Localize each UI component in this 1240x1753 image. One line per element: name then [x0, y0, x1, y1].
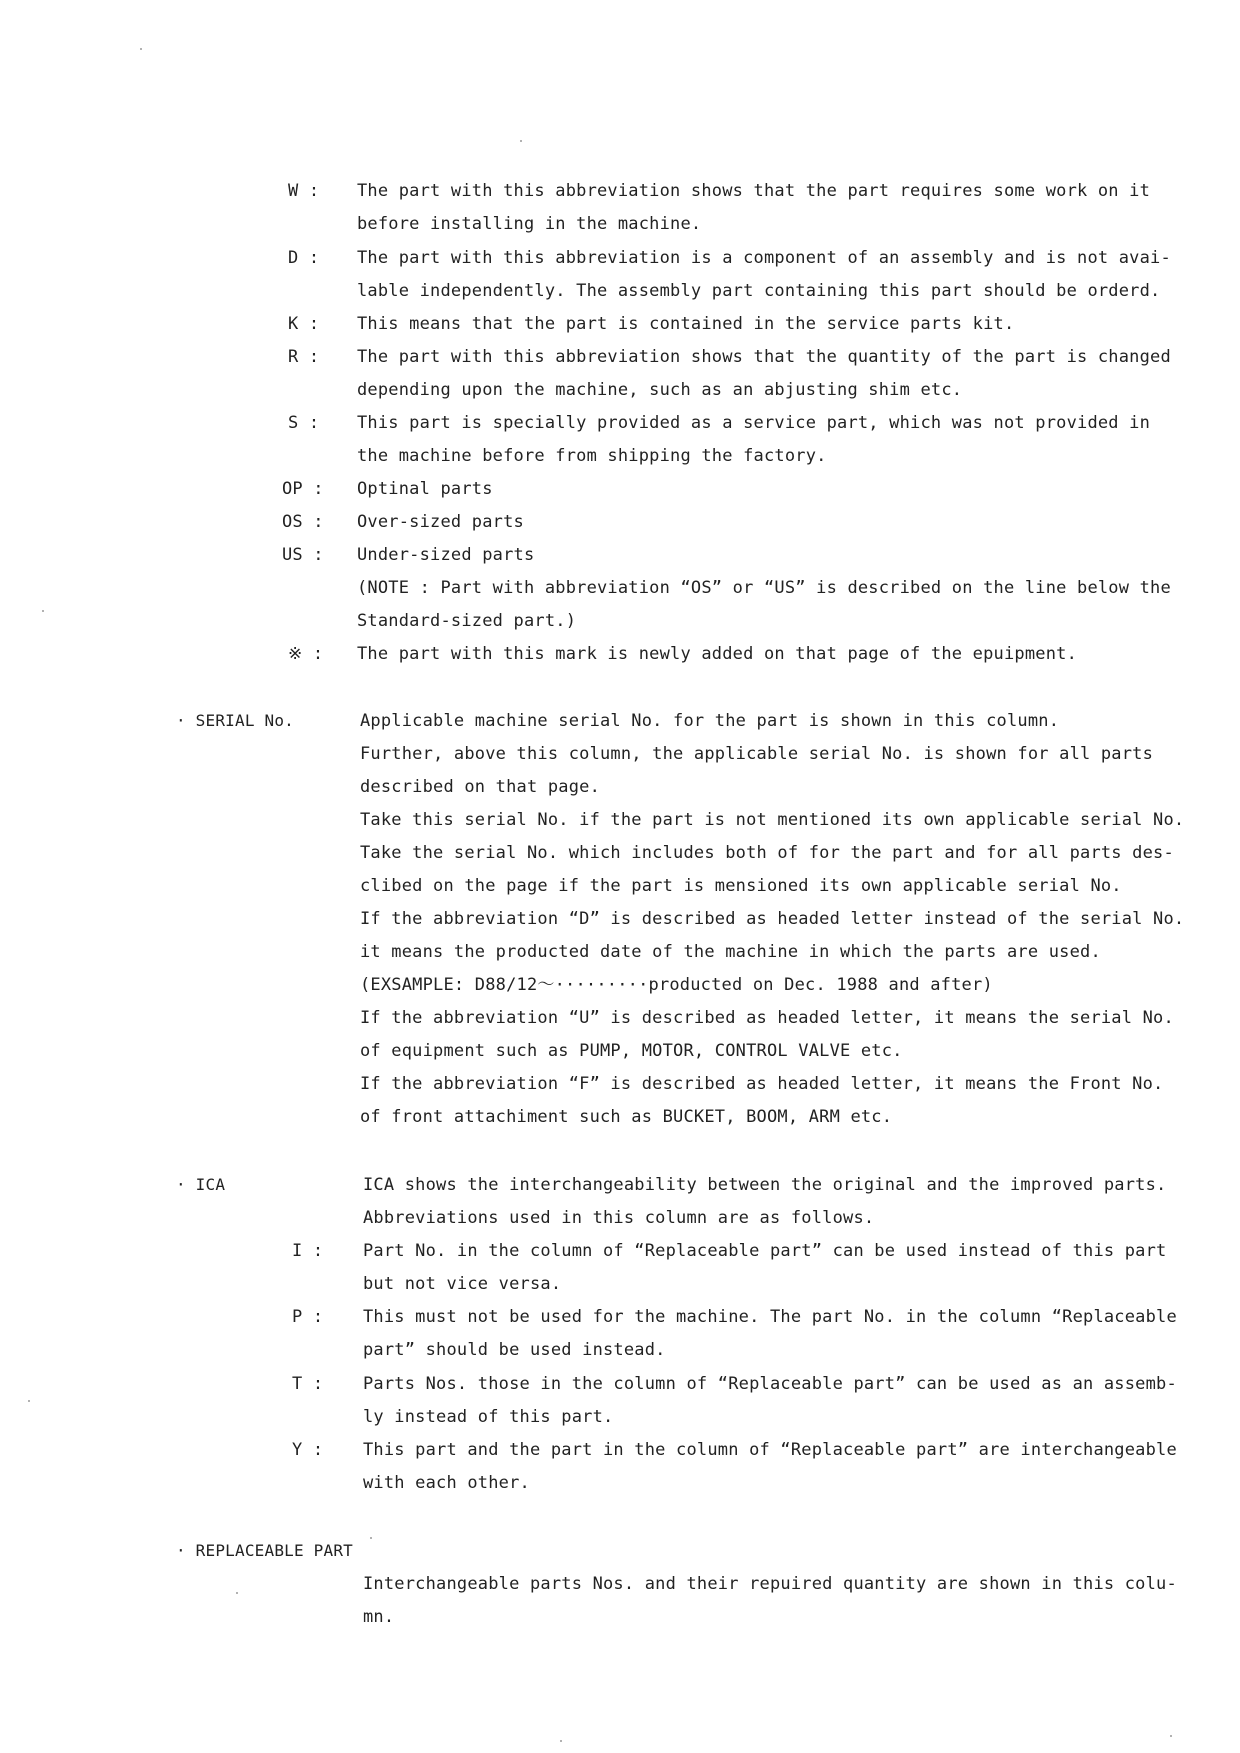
abbr-code-os: OS :: [282, 512, 324, 532]
ica-code-t: T :: [292, 1374, 324, 1394]
ica-intro-line-2: Abbreviations used in this column are as follows.: [363, 1208, 875, 1228]
serial-line-2: Further, above this column, the applicable serial No. is shown for all parts: [360, 744, 1154, 764]
abbr-d-line-1: The part with this abbreviation is a component of an assembly and is not avai-: [357, 248, 1171, 268]
serial-line-8: it means the producted date of the machine in which the parts are used.: [360, 942, 1101, 962]
replaceable-line-2: mn.: [363, 1607, 395, 1627]
abbr-w-line-1: The part with this abbreviation shows that the part requires some work on it: [357, 181, 1151, 201]
scan-speck: [560, 1740, 562, 1742]
scan-speck: [1170, 1735, 1172, 1737]
ica-i-line-2: but not vice versa.: [363, 1274, 562, 1294]
serial-line-5: Take the serial No. which includes both of for the part and for all parts des-: [360, 843, 1174, 863]
scan-speck: [140, 48, 142, 50]
scan-speck: [28, 1400, 30, 1402]
abbr-code-d: D :: [288, 248, 320, 268]
serial-line-4: Take this serial No. if the part is not mentioned its own applicable serial No.: [360, 810, 1185, 830]
serial-line-3: described on that page.: [360, 777, 601, 797]
replaceable-line-1: Interchangeable parts Nos. and their repuired quantity are shown in this colu-: [363, 1574, 1177, 1594]
abbr-k-line-1: This means that the part is contained in the service parts kit.: [357, 314, 1015, 334]
abbr-code-us: US :: [282, 545, 324, 565]
serial-example: (EXSAMPLE: D88/12〜·········producted on Dec. 1988 and after): [360, 975, 993, 995]
abbr-r-line-2: depending upon the machine, such as an abjusting shim etc.: [357, 380, 963, 400]
serial-heading: · SERIAL No.: [176, 711, 294, 730]
abbr-code-s: S :: [288, 413, 320, 433]
abbr-us-line-1: Under-sized parts: [357, 545, 535, 565]
ica-code-p: P :: [292, 1307, 324, 1327]
ica-y-line-2: with each other.: [363, 1473, 530, 1493]
abbr-new-mark-line-1: The part with this mark is newly added on that page of the epuipment.: [357, 644, 1078, 664]
serial-line-7: If the abbreviation “D” is described as headed letter instead of the serial No.: [360, 909, 1185, 929]
ica-t-line-2: ly instead of this part.: [363, 1407, 614, 1427]
ica-t-line-1: Parts Nos. those in the column of “Replaceable part” can be used as an assemb-: [363, 1374, 1177, 1394]
serial-line-13: of front attachiment such as BUCKET, BOOM, ARM etc.: [360, 1107, 893, 1127]
abbr-us-note-line-2: Standard-sized part.): [357, 611, 577, 631]
ica-i-line-1: Part No. in the column of “Replaceable part” can be used instead of this part: [363, 1241, 1167, 1261]
abbr-us-note-line-1: (NOTE : Part with abbreviation “OS” or “US” is described on the line below the: [357, 578, 1171, 598]
scan-speck: [520, 140, 522, 142]
abbr-s-line-1: This part is specially provided as a service part, which was not provided in: [357, 413, 1151, 433]
replaceable-heading: · REPLACEABLE PART: [176, 1541, 353, 1560]
abbr-code-op: OP :: [282, 479, 324, 499]
abbr-w-line-2: before installing in the machine.: [357, 214, 702, 234]
ica-p-line-1: This must not be used for the machine. The part No. in the column “Replaceable: [363, 1307, 1177, 1327]
serial-line-12: If the abbreviation “F” is described as headed letter, it means the Front No.: [360, 1074, 1164, 1094]
abbr-d-line-2: lable independently. The assembly part containing this part should be orderd.: [357, 281, 1161, 301]
scan-speck: [236, 1592, 238, 1594]
serial-line-10: If the abbreviation “U” is described as headed letter, it means the serial No.: [360, 1008, 1174, 1028]
ica-heading: · ICA: [176, 1175, 226, 1194]
serial-line-6: clibed on the page if the part is mensioned its own applicable serial No.: [360, 876, 1122, 896]
ica-intro-line-1: ICA shows the interchangeability between the original and the improved parts.: [363, 1175, 1167, 1195]
serial-line-11: of equipment such as PUMP, MOTOR, CONTROL VALVE etc.: [360, 1041, 903, 1061]
abbr-r-line-1: The part with this abbreviation shows that the quantity of the part is changed: [357, 347, 1171, 367]
abbr-s-line-2: the machine before from shipping the factory.: [357, 446, 827, 466]
abbr-code-w: W :: [288, 181, 320, 201]
abbr-os-line-1: Over-sized parts: [357, 512, 524, 532]
abbr-code-r: R :: [288, 347, 320, 367]
ica-code-i: I :: [292, 1241, 324, 1261]
abbr-code-k: K :: [288, 314, 320, 334]
ica-y-line-1: This part and the part in the column of “Replaceable part” are interchangeable: [363, 1440, 1177, 1460]
ica-p-line-2: part” should be used instead.: [363, 1340, 666, 1360]
ica-code-y: Y :: [292, 1440, 324, 1460]
abbr-op-line-1: Optinal parts: [357, 479, 493, 499]
scan-speck: [370, 1537, 372, 1539]
abbr-code-new-mark: ※ :: [288, 644, 324, 664]
scan-speck: [42, 610, 44, 612]
serial-line-1: Applicable machine serial No. for the part is shown in this column.: [360, 711, 1060, 731]
